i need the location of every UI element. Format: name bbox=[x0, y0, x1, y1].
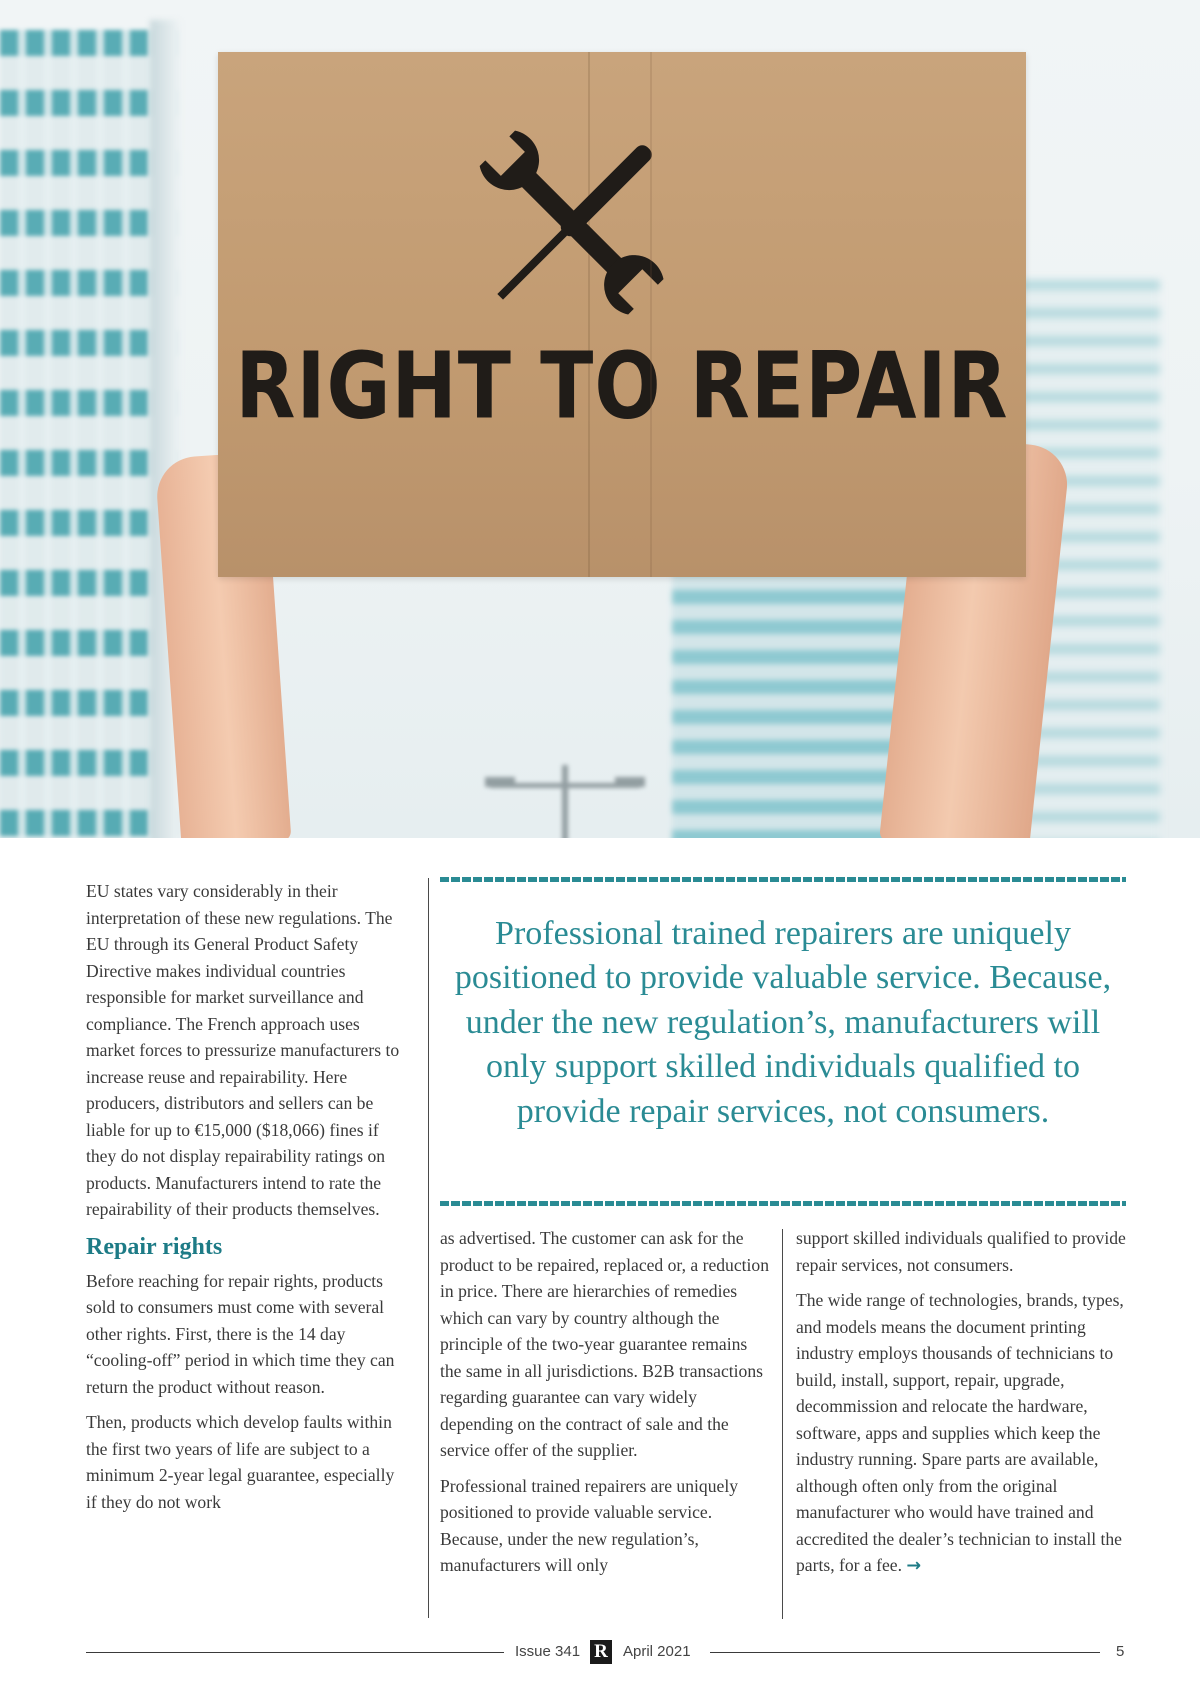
column-3 bbox=[796, 1225, 1126, 1589]
hero-photo bbox=[0, 0, 1200, 838]
paragraph: Then, products which develop faults within the first two years of life are subject to a minimum 2-year legal guarantee, especially if they do not work bbox=[86, 1412, 395, 1512]
column-1 bbox=[86, 878, 406, 1524]
continue-arrow-icon: → bbox=[906, 1556, 922, 1576]
pull-quote-top-border bbox=[440, 877, 1126, 882]
sign-text: RIGHT TO REPAIR bbox=[235, 333, 1009, 441]
protest-sign bbox=[218, 52, 1026, 577]
paragraph bbox=[796, 1287, 1126, 1580]
section-heading: Repair rights bbox=[86, 1233, 223, 1260]
paragraph: support skilled individuals qualified to provide repair services, not consumers. bbox=[796, 1228, 1126, 1275]
column-divider bbox=[782, 1229, 783, 1619]
paragraph: EU states vary considerably in their interpretation of these new regulations. The EU through its General Product Safety Directive makes individual countries responsible for market surveillance and compliance. The French approach uses market forces to pressurize manufacturers to increase reuse and repairability. Here producers, distributors and sellers can be liable for up to €15,000 ($18,066) fines if they do not display repairability ratings on products. Manufacturers intend to rate the repairability of their products themselves. bbox=[86, 881, 400, 1219]
issue-date: April 2021 bbox=[623, 1643, 691, 1660]
footer-rule-left bbox=[86, 1652, 504, 1653]
crossed-tools-icon bbox=[468, 112, 678, 337]
footer-rule-right bbox=[710, 1652, 1100, 1653]
pull-quote-bottom-border bbox=[440, 1201, 1126, 1206]
issue-number: Issue 341 bbox=[515, 1643, 581, 1660]
paragraph-text: The wide range of technologies, brands, types, and models means the document printing industry employs thousands of technicians to build, install, support, repair, upgrade, decommission and relocate the hardware, software, apps and supplies which keep the industry running. Spare parts are available, although often only from the original manufacturer who would have trained and accredited the dealer’s technician to install the parts, for a fee. bbox=[796, 1290, 1124, 1575]
column-divider bbox=[428, 878, 429, 1618]
paragraph: Professional trained repairers are uniquely positioned to provide valuable service. Because, under the new regulation’s, manufacturers will only bbox=[440, 1475, 739, 1575]
street-lamp bbox=[480, 765, 650, 838]
publication-logo: R bbox=[590, 1640, 612, 1664]
paragraph: Before reaching for repair rights, products sold to consumers must come with several other rights. First, there is the 14 day “cooling-off” period in which time they can return the product without reason. bbox=[86, 1270, 395, 1397]
pull-quote: Professional trained repairers are uniquely positioned to provide valuable service. Because, under the new regulation’s, manufacturers will only support skilled individuals qualified to provide repair services, not consumers. bbox=[454, 915, 1112, 1130]
page-number: 5 bbox=[1116, 1643, 1125, 1660]
column-2 bbox=[440, 1225, 770, 1588]
paragraph: as advertised. The customer can ask for the product to be repaired, replaced or, a reduction in price. There are hierarchies of remedies which can vary by country although the principle of the two-year guarantee remains the same in all jurisdictions. B2B transactions regarding guarantee can vary widely depending on the contract of sale and the service offer of the supplier. bbox=[440, 1228, 770, 1460]
